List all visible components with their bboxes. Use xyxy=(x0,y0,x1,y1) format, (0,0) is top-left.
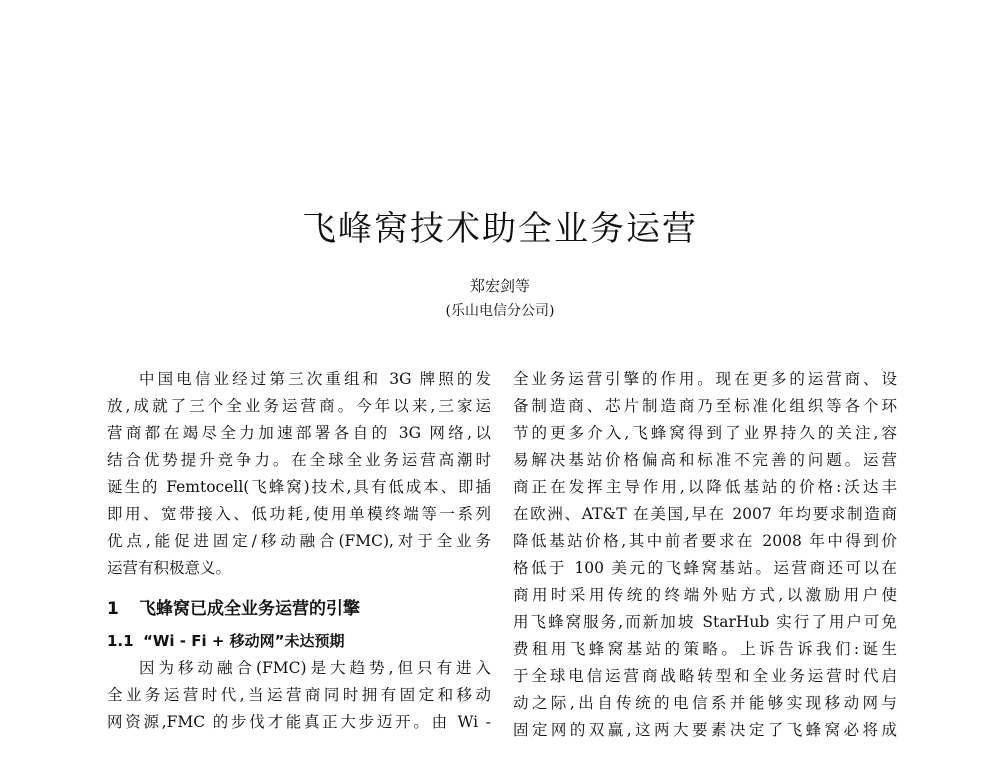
right-column xyxy=(513,366,897,744)
paragraph-line: 诞生的 Femtocell(飞蜂窝)技术,具有低成本、即插 xyxy=(107,478,491,496)
paragraph-line: 降低基站价格,其中前者要求在 2008 年中得到价 xyxy=(513,532,897,550)
article-title: 飞峰窝技术助全业务运营 xyxy=(302,209,698,249)
section-heading xyxy=(107,594,491,624)
paragraph-line: 商正在发挥主导作用,以降低基站的价格:沃达丰 xyxy=(513,478,897,496)
paragraph-line: 全业务运营引擎的作用。现在更多的运营商、设 xyxy=(513,370,897,388)
paragraph-line: 备制造商、芯片制造商乃至标准化组织等各个环 xyxy=(513,397,897,415)
paragraph-line: 固定网的双赢,这两大要素决定了飞蜂窝必将成 xyxy=(513,721,897,739)
author-affiliation: (乐山电信分公司) xyxy=(445,303,555,319)
paragraph-line: 商用时采用传统的终端外贴方式,以激励用户使 xyxy=(513,586,897,604)
paragraph-line: 即用、宽带接入、低功耗,使用单模终端等一系列 xyxy=(107,505,491,523)
subsection-heading xyxy=(107,628,491,655)
paragraph-line: 营商都在竭尽全力加速部署各自的 3G 网络,以 xyxy=(107,424,491,442)
paragraph-line: 格低于 100 美元的飞蜂窝基站。运营商还可以在 xyxy=(513,559,897,577)
paragraph-line: 于全球电信运营商战略转型和全业务运营时代启 xyxy=(513,667,897,685)
paragraph-line: 用飞蜂窝服务,而新加坡 StarHub 实行了用户可免 xyxy=(513,613,897,631)
paragraph-line: 结合优势提升竞争力。在全球全业务运营高潮时 xyxy=(107,451,491,469)
paragraph-line: 全业务运营时代,当运营商同时拥有固定和移动 xyxy=(107,686,491,704)
section-number: 1 xyxy=(107,599,119,619)
author-name: 郑宏剑等 xyxy=(469,277,530,295)
paragraph-line: 节的更多介入,飞蜂窝得到了业界持久的关注,容 xyxy=(513,424,897,442)
paragraph-line: 费租用飞蜂窝基站的策略。上诉告诉我们:诞生 xyxy=(513,640,897,658)
subsection-title: “Wi - Fi + 移动网”未达预期 xyxy=(143,632,345,650)
paragraph-line: 运营有积极意义。 xyxy=(107,559,232,577)
paragraph-line: 网资源,FMC 的步伐才能真正大步迈开。由 Wi - xyxy=(107,713,491,731)
paragraph-line: 因为移动融合(FMC)是大趋势,但只有进入 xyxy=(139,659,491,677)
paragraph-line: 中国电信业经过第三次重组和 3G 牌照的发 xyxy=(139,370,491,388)
paragraph-line: 易解决基站价格偏高和标准不完善的问题。运营 xyxy=(513,451,897,469)
paragraph-line: 在欧洲、AT&T 在美国,早在 2007 年均要求制造商 xyxy=(513,505,897,523)
left-column xyxy=(107,366,491,736)
section-title: 飞蜂窝已成全业务运营的引擎 xyxy=(139,599,360,619)
paragraph-line: 动之际,出自传统的电信系并能够实现移动网与 xyxy=(513,694,897,712)
paragraph-line: 放,成就了三个全业务运营商。今年以来,三家运 xyxy=(107,397,491,415)
subsection-number: 1.1 xyxy=(107,632,134,650)
paragraph-line: 优点,能促进固定/移动融合(FMC),对于全业务 xyxy=(107,532,491,550)
